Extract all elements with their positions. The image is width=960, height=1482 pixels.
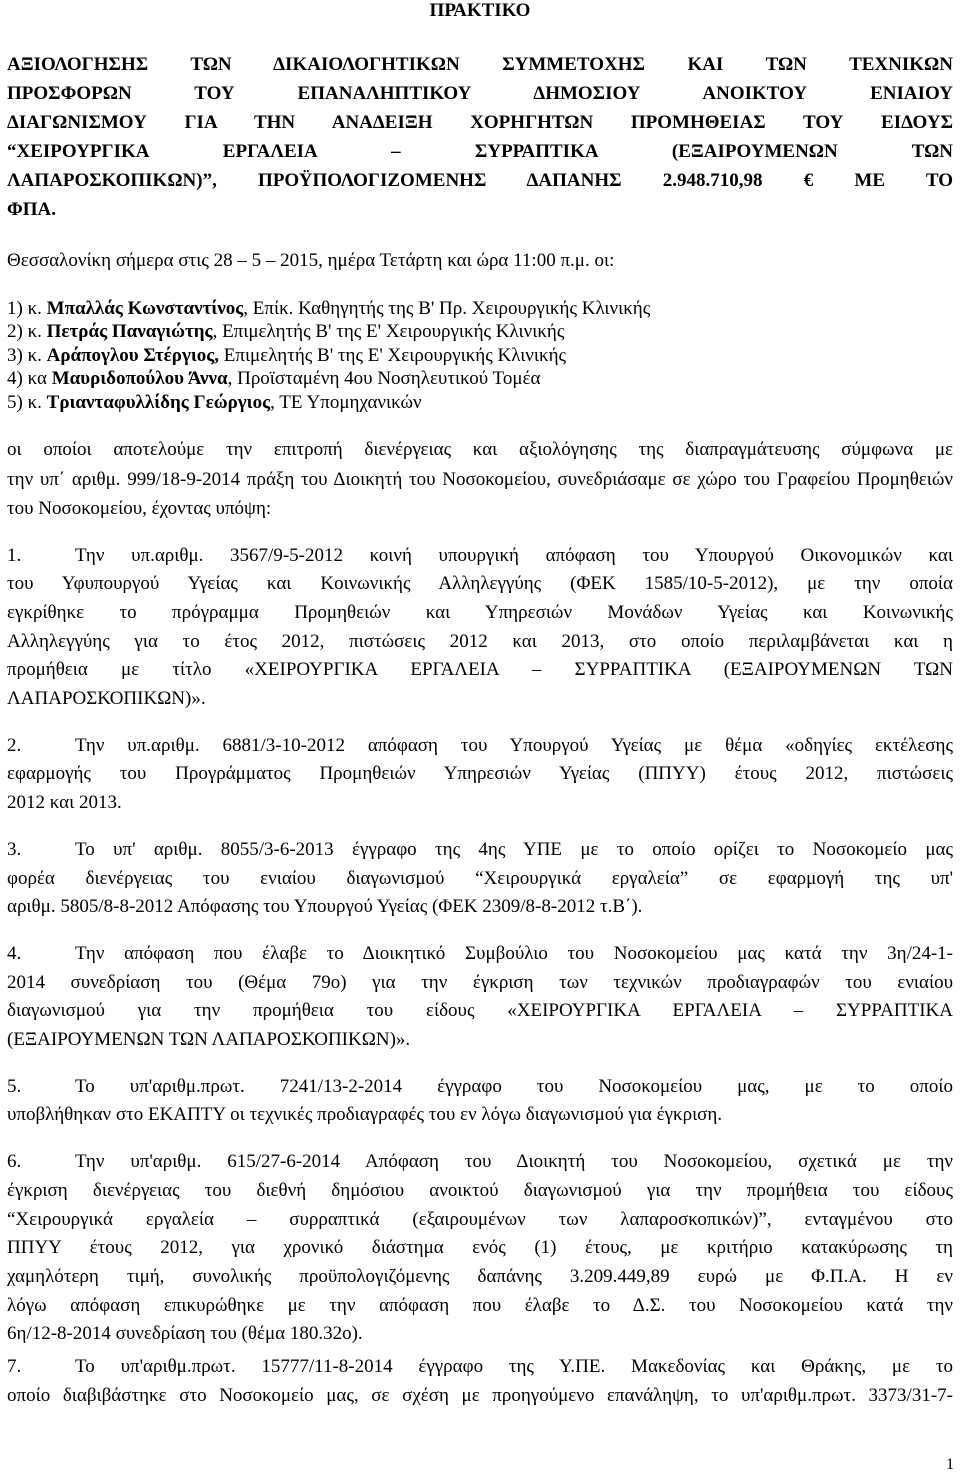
item-text-line: εγκρίθηκε το πρόγραμμα Προμηθειών και Υπηρεσιών Μονάδων Υγείας και Κοινωνικής bbox=[7, 601, 953, 623]
item-lead-text: Την απόφαση που έλαβε το Διοικητικό Συμβούλιο του Νοσοκομείου μας κατά την 3η/24-1- bbox=[75, 942, 953, 964]
list-item bbox=[7, 542, 953, 714]
committee-member bbox=[7, 297, 953, 321]
item-text-line: οποίο διαβιβάστηκε στο Νοσοκομείο μας, σε σχέση με προηγούμενο επανάληψη, το υπ'αριθμ.πρωτ. 3373/31-7- bbox=[7, 1384, 953, 1406]
member-name: Πετράς Παναγιώτης bbox=[46, 321, 213, 342]
item-text-line: λόγω απόφαση επικυρώθηκε με την απόφαση που έλαβε το Δ.Σ. του Νοσοκομείου κατά την bbox=[7, 1294, 953, 1316]
member-role: , Επίκ. Καθηγητής της Β' Πρ. Χειρουργικής Κλινικής bbox=[243, 297, 651, 319]
item-text-line: 2014 συνεδρίαση του (Θέμα 79ο) για την έγκριση των τεχνικών προδιαγραφών του ενιαίου bbox=[7, 971, 953, 993]
list-item bbox=[7, 732, 953, 818]
subject-line: ΑΞΙΟΛΟΓΗΣΗΣ ΤΩΝ ΔΙΚΑΙΟΛΟΓΗΤΙΚΩΝ ΣΥΜΜΕΤΟΧΗΣ ΚΑΙ ΤΩΝ ΤΕΧΝΙΚΩΝ bbox=[7, 54, 953, 75]
member-number: 4) κα bbox=[7, 368, 47, 389]
list-item bbox=[7, 940, 953, 1055]
item-text-last-line: αριθμ. 5805/8-8-2012 Απόφασης του Υπουργού Υγείας (ΦΕΚ 2309/8-8-2012 τ.Β΄). bbox=[7, 896, 643, 918]
subject-line-last: ΦΠΑ. bbox=[7, 199, 57, 220]
item-text-last-line: (ΕΞΑΙΡΟΥΜΕΝΩΝ ΤΩΝ ΛΑΠΑΡΟΣΚΟΠΙΚΩΝ)». bbox=[7, 1029, 411, 1051]
item-lead-text: Το υπ'αριθμ.πρωτ. 7241/13-2-2014 έγγραφο του Νοσοκομείου μας, με το οποίο bbox=[75, 1075, 953, 1097]
item-lead-text: Το υπ' αριθμ. 8055/3-6-2013 έγγραφο της 4ης ΥΠΕ με το οποίο ορίζει το Νοσοκομείο μας bbox=[75, 838, 953, 860]
committee-member bbox=[7, 344, 953, 368]
item-text-last-line: ΛΑΠΑΡΟΣΚΟΠΙΚΩΝ)». bbox=[7, 688, 206, 710]
item-number: 7. bbox=[7, 1356, 22, 1378]
item-number: 6. bbox=[7, 1151, 22, 1173]
committee-member bbox=[7, 367, 953, 391]
item-text-last-line: υποβλήθηκαν στο ΕΚΑΠΤΥ οι τεχνικές προδιαγραφές του εν λόγω διαγωνισμού για έγκριση. bbox=[7, 1104, 723, 1126]
item-text-line: ΠΠΥΥ έτους 2012, για χρονικό διάστημα ενός (1) έτους, με κριτήριο κατακύρωσης τη bbox=[7, 1237, 953, 1259]
subject-line: “ΧΕΙΡΟΥΡΓΙΚΑ ΕΡΓΑΛΕΙΑ – ΣΥΡΡΑΠΤΙΚΑ (ΕΞΑΙΡΟΥΜΕΝΩΝ ΤΩΝ bbox=[7, 141, 953, 162]
item-text-line: εφαρμογής του Προγράμματος Προμηθειών Υπηρεσιών Υγείας (ΠΠΥΥ) έτους 2012, πιστώσεις bbox=[7, 763, 953, 785]
member-number: 5) κ. bbox=[7, 391, 42, 413]
item-lead-text: Την υπ.αριθμ. 3567/9-5-2012 κοινή υπουργική απόφαση του Υπουργού Οικονομικών και bbox=[75, 544, 953, 566]
subject-heading bbox=[7, 50, 953, 224]
list-item bbox=[7, 1353, 953, 1410]
subject-line: ΔΙΑΓΩΝΙΣΜΟΥ ΓΙΑ ΤΗΝ ΑΝΑΔΕΙΞΗ ΧΟΡΗΓΗΤΩΝ ΠΡΟΜΗΘΕΙΑΣ ΤΟΥ ΕΙΔΟΥΣ bbox=[7, 112, 953, 133]
considerations-list bbox=[7, 542, 953, 1411]
document-page bbox=[7, 0, 953, 1410]
item-text-last-line: 2012 και 2013. bbox=[7, 792, 122, 814]
item-text-line: έγκριση διενέργειας του διεθνή δημόσιου ανοικτού διαγωνισμού για την προμήθεια του είδους bbox=[7, 1179, 953, 1201]
item-text-line: χαμηλότερη τιμή, συνολικής προϋπολογιζόμενης δαπάνης 3.209.449,89 ευρώ με Φ.Π.Α. Η εν bbox=[7, 1265, 953, 1287]
subject-line: ΠΡΟΣΦΟΡΩΝ ΤΟΥ ΕΠΑΝΑΛΗΠΤΙΚΟΥ ΔΗΜΟΣΙΟΥ ΑΝΟΙΚΤΟΥ ΕΝΙΑΙΟΥ bbox=[7, 83, 953, 104]
member-number: 3) κ. bbox=[7, 344, 42, 366]
item-text-line: προμήθεια με τίτλο «ΧΕΙΡΟΥΡΓΙΚΑ ΕΡΓΑΛΕΙΑ – ΣΥΡΡΑΠΤΙΚΑ (ΕΞΑΙΡΟΥΜΕΝΩΝ ΤΩΝ bbox=[7, 659, 953, 681]
item-text-line: Αλληλεγγύης για το έτος 2012, πιστώσεις 2012 και 2013, στο οποίο περιλαμβάνεται και η bbox=[7, 630, 953, 652]
member-role: Επιμελητής Β' της Ε' Χειρουργικής Κλινικής bbox=[219, 344, 567, 366]
item-text-line: του Υφυπουργού Υγείας και Κοινωνικής Αλληλεγγύης (ΦΕΚ 1585/10-5-2012), με την οποία bbox=[7, 573, 953, 595]
subject-line: ΛΑΠΑΡΟΣΚΟΠΙΚΩΝ)”, ΠΡΟΫΠΟΛΟΓΙΖΟΜΕΝΗΣ ΔΑΠΑΝΗΣ 2.948.710,98 € ΜΕ ΤΟ bbox=[7, 170, 953, 191]
list-item bbox=[7, 1148, 953, 1349]
committee-members-list bbox=[7, 297, 953, 415]
list-item bbox=[7, 1073, 953, 1130]
committee-member bbox=[7, 391, 953, 415]
item-lead-text: Την υπ'αριθμ. 615/27-6-2014 Απόφαση του Διοικητή του Νοσοκομείου, σχετικά με την bbox=[75, 1151, 953, 1173]
member-role: , ΤΕ Υπομηχανικών bbox=[270, 391, 422, 413]
member-number: 1) κ. bbox=[7, 297, 42, 319]
member-name: Αράπογλου Στέργιος, bbox=[46, 344, 219, 366]
page-title: ΠΡΑΚΤΙΚΟ bbox=[429, 0, 531, 21]
item-text-line: “Χειρουργικά εργαλεία – συρραπτικά (εξαιρουμένων των λαπαροσκοπικών)”, ενταγμένου στο bbox=[7, 1208, 953, 1230]
item-text-line: διαγωνισμού για την προμήθεια του είδους «ΧΕΙΡΟΥΡΓΙΚΑ ΕΡΓΑΛΕΙΑ – ΣΥΡΡΑΠΤΙΚΑ bbox=[7, 1000, 953, 1022]
intro-paragraph bbox=[7, 435, 953, 524]
member-role: , Προϊσταμένη 4ου Νοσηλευτικού Τομέα bbox=[227, 368, 541, 389]
intro-line-1: οι οποίοι αποτελούμε την επιτροπή διενέργειας και αξιολόγησης της διαπραγμάτευσης σύμφωνα με bbox=[7, 439, 953, 460]
member-name: Μπαλλάς Κωνσταντίνος bbox=[46, 297, 244, 319]
item-lead-text: Το υπ'αριθμ.πρωτ. 15777/11-8-2014 έγγραφο της Υ.ΠΕ. Μακεδονίας και Θράκης, με το bbox=[75, 1356, 953, 1378]
page-number: 1 bbox=[946, 1456, 954, 1473]
item-lead-text: Την υπ.αριθμ. 6881/3-10-2012 απόφαση του Υπουργού Υγείας με θέμα «οδηγίες εκτέλεσης bbox=[75, 734, 953, 756]
item-number: 5. bbox=[7, 1075, 22, 1097]
item-text-line: φορέα διενέργειας του ενιαίου διαγωνισμού “Χειρουργικά εργαλεία” σε εφαρμογή της υπ' bbox=[7, 867, 953, 889]
member-name: Μαυριδοπούλου Άννα bbox=[51, 368, 228, 389]
member-role: , Επιμελητής Β' της Ε' Χειρουργικής Κλινικής bbox=[212, 321, 565, 342]
list-item bbox=[7, 836, 953, 922]
item-number: 4. bbox=[7, 942, 22, 964]
committee-member bbox=[7, 320, 953, 344]
item-number: 2. bbox=[7, 734, 22, 756]
item-number: 1. bbox=[7, 544, 22, 566]
item-text-last-line: 6η/12-8-2014 συνεδρίαση του (θέμα 180.32ο). bbox=[7, 1323, 363, 1345]
meeting-line: Θεσσαλονίκη σήμερα στις 28 – 5 – 2015, ημέρα Τετάρτη και ώρα 11:00 π.μ. οι: bbox=[7, 250, 615, 271]
member-number: 2) κ. bbox=[7, 321, 42, 342]
item-number: 3. bbox=[7, 838, 22, 860]
intro-rest: την υπ΄ αριθμ. 999/18-9-2014 πράξη του Διοικητή του Νοσοκομείου, συνεδριάσαμε σε χώρο του Γραφείου Προμηθειών του Νοσοκομείου, έχοντας υπόψη: bbox=[7, 468, 953, 519]
member-name: Τριανταφυλλίδης Γεώργιος bbox=[46, 391, 271, 413]
